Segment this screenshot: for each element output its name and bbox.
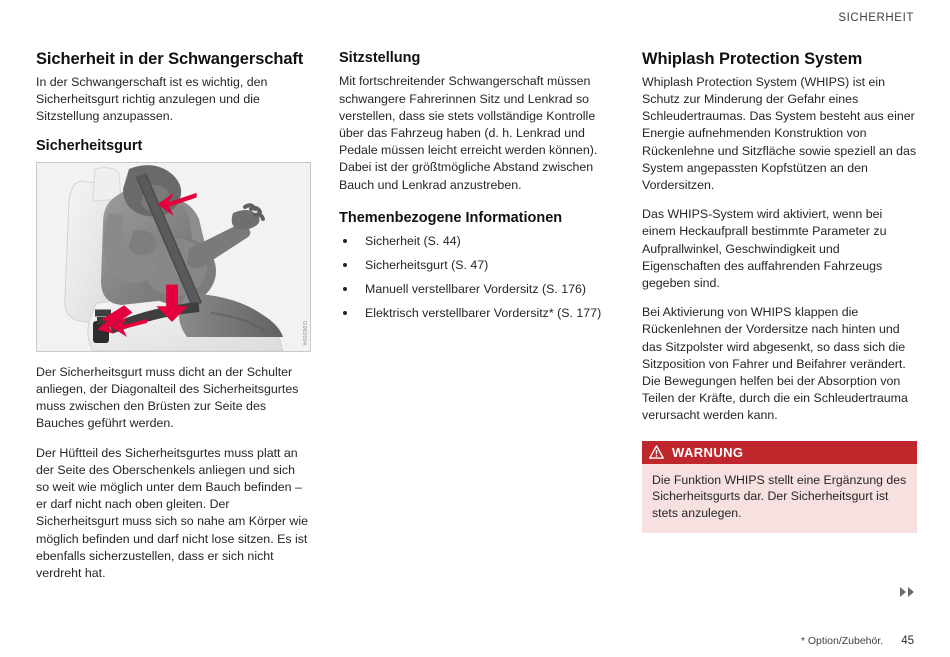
page-columns bbox=[36, 50, 916, 595]
warning-triangle-icon bbox=[649, 445, 664, 459]
related-link-label[interactable]: Sicherheitsgurt (S. 47) bbox=[365, 258, 489, 273]
warning-label: WARNUNG bbox=[672, 444, 744, 460]
page-header bbox=[36, 12, 914, 34]
double-chevron-right-icon[interactable] bbox=[900, 587, 914, 597]
seatbelt-illustration bbox=[36, 162, 311, 352]
page-number: 45 bbox=[901, 635, 914, 647]
whips-paragraph-3: Bei Aktivierung von WHIPS klappen die Rückenlehnen der Vordersitze nach hinten und das Sitzpolster wird abgesenkt, so dass sich die Sitzposition von Fahrer und Beifahrer verändert. Die Bewegungen helfen bei der Absorption von Teilen der Kräfte, durch die ein Schleudertrauma verursacht werden kann. bbox=[642, 305, 908, 423]
middle-column bbox=[339, 50, 614, 595]
related-link-label[interactable]: Sicherheit (S. 44) bbox=[365, 234, 461, 249]
warning-box-body bbox=[642, 464, 917, 534]
section-heading-whips: Whiplash Protection System bbox=[642, 50, 863, 68]
subheading-seatbelt: Sicherheitsgurt bbox=[36, 138, 143, 155]
page-footer bbox=[36, 587, 914, 647]
bullet-icon bbox=[343, 287, 347, 291]
related-information-list bbox=[339, 233, 614, 329]
header-rule bbox=[36, 33, 914, 34]
section-heading-pregnancy: Sicherheit in der Schwangerschaft bbox=[36, 50, 304, 68]
bullet-icon bbox=[343, 239, 347, 243]
footnote-option-accessory: * Option/Zubehör. bbox=[800, 635, 884, 647]
list-item[interactable] bbox=[339, 257, 614, 281]
seatbelt-paragraph-2: Der Hüftteil des Sicherheitsgurtes muss platt an der Seite des Oberschenkels anliegen und sich so weit wie möglich unter dem Bauch befinden – er darf nicht nach oben gleiten. Der Sicherheitsgurt muss sich so nahe am Körper wie möglich befinden und darf nicht lose sitzen. Es ist ebenfalls sicherzustellen, dass er sich nicht verdreht hat. bbox=[36, 445, 309, 581]
illustration-id: G062004 bbox=[301, 320, 307, 345]
related-link-label[interactable]: Manuell verstellbarer Vordersitz (S. 176) bbox=[365, 282, 587, 297]
list-item[interactable] bbox=[339, 281, 614, 305]
subheading-related-information: Themenbezogene Informationen bbox=[339, 209, 563, 226]
whips-paragraph-2: Das WHIPS-System wird aktiviert, wenn bei einem Heckaufprall bestimmte Parameter zu Aufprallwinkel, Geschwindigkeit und Eigenschaften des auffahrenden Fahrzeugs gegeben sind. bbox=[642, 207, 887, 291]
running-chapter-title: SICHERHEIT bbox=[838, 12, 914, 24]
list-item[interactable] bbox=[339, 233, 614, 257]
seating-position-paragraph: Mit fortschreitender Schwangerschaft müssen schwangere Fahrerinnen Sitz und Lenkrad so verstellen, dass sie stets vollständige Kontrolle über das Fahrzeug haben (d. h. Lenkrad und Pedale müssen leicht erreicht werden können). Dabei ist der größtmögliche Abstand zwischen Bauch und Lenkrad anzustreben. bbox=[339, 74, 598, 192]
warning-box-header bbox=[642, 441, 917, 464]
chevron-right-2 bbox=[908, 587, 914, 597]
warning-box bbox=[642, 441, 917, 534]
pregnancy-intro-paragraph: In der Schwangerschaft ist es wichtig, den Sicherheitsgurt richtig anzulegen und die Sitzstellung anzupassen. bbox=[36, 74, 268, 124]
chevron-right-1 bbox=[900, 587, 906, 597]
right-column bbox=[642, 50, 917, 595]
whips-paragraph-1: Whiplash Protection System (WHIPS) ist ein Schutz zur Minderung der Gefahr eines Schleudertraumas. Das System besteht aus einer Energie aufnehmenden Konstruktion von Rückenlehne und Sitzfläche sowie speziell an das System angepassten Kopfstützen an den Vordersitzen. bbox=[642, 74, 917, 193]
warning-text: Die Funktion WHIPS stellt eine Ergänzung des Sicherheitsgurts dar. Der Sicherheitsgurt ist stets anzulegen. bbox=[652, 472, 907, 520]
bullet-icon bbox=[343, 311, 347, 315]
seatbelt-paragraph-1: Der Sicherheitsgurt muss dicht an der Schulter anliegen, der Diagonalteil des Sicherheitsgurtes muss zwischen den Brüsten zur Seite des Bauches geführt werden. bbox=[36, 364, 299, 431]
subheading-seating-position: Sitzstellung bbox=[339, 50, 421, 66]
footer-line bbox=[801, 635, 914, 647]
bullet-icon bbox=[343, 263, 347, 267]
left-column bbox=[36, 50, 311, 595]
related-link-label[interactable]: Elektrisch verstellbarer Vordersitz* (S. 177) bbox=[365, 306, 602, 321]
list-item[interactable] bbox=[339, 305, 614, 329]
seatbelt-illustration-graphic bbox=[37, 163, 310, 351]
